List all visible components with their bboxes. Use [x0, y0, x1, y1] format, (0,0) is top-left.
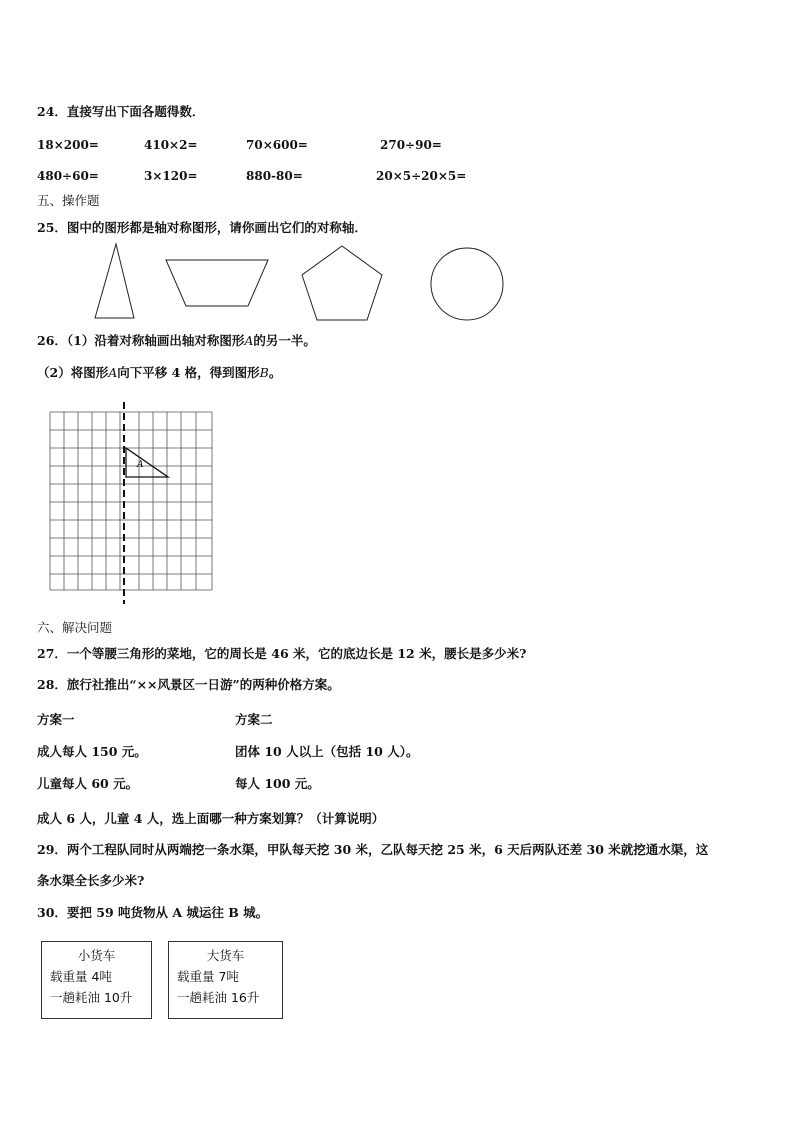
calc-item: 880-80=: [246, 169, 303, 183]
plan2-price: 每人 100 元。: [235, 776, 320, 791]
trapezoid-shape: [166, 260, 268, 306]
big-truck-load: 载重量 7吨: [177, 969, 239, 984]
calc-item: 270÷90=: [380, 138, 442, 152]
q29-line2: 条水渠全长多少米?: [37, 873, 145, 888]
q24-title: 24．直接写出下面各题得数．: [37, 104, 205, 119]
q28-question: 成人 6 人，儿童 4 人，选上面哪一种方案划算？（计算说明）: [37, 811, 385, 826]
big-truck-card: [168, 941, 283, 1019]
shape-a: [126, 448, 168, 477]
calc-item: 70×600=: [246, 138, 308, 152]
plan1-adult: 成人每人 150 元。: [37, 744, 147, 759]
big-truck-name: 大货车: [206, 948, 245, 963]
q30-title: 30．要把 59 吨货物从 A 城运往 B 城。: [37, 905, 269, 920]
circle-shape: [431, 248, 503, 320]
calc-item: 18×200=: [37, 138, 99, 152]
small-truck-name: 小货车: [77, 948, 116, 963]
q26-grid: [40, 398, 220, 608]
section-heading-6: 六、解决问题: [37, 620, 113, 635]
q26-part2-mid: 向下平移 4 格，得到图形: [117, 365, 260, 380]
q27-text: 27．一个等腰三角形的菜地，它的周长是 46 米，它的底边长是 12 米，腰长是多少米?: [37, 646, 527, 661]
q26-part2-text: （2）将图形: [37, 365, 109, 380]
q29-line1: 29．两个工程队同时从两端挖一条水渠，甲队每天挖 30 米，乙队每天挖 25 米，6 天后两队还差 30 米就挖通水渠，这: [37, 842, 709, 857]
q26-part2: [37, 365, 281, 381]
q26-part2-end: 。: [268, 365, 282, 380]
calc-item: 480÷60=: [37, 169, 99, 183]
section-heading-5: 五、操作题: [37, 193, 100, 208]
calc-item: 410×2=: [144, 138, 198, 152]
var-b: B: [259, 365, 269, 380]
plan2-title: 方案二: [235, 712, 273, 727]
q25-shapes: [80, 238, 520, 328]
var-a: A: [108, 365, 118, 380]
plan2-group: 团体 10 人以上（包括 10 人）。: [235, 744, 419, 759]
triangle-shape: [95, 244, 134, 318]
small-truck-fuel: 一趟耗油 10升: [50, 990, 133, 1005]
big-truck-fuel: 一趟耗油 16升: [177, 990, 260, 1005]
q26-part1: [37, 333, 316, 349]
calc-item: 3×120=: [144, 169, 198, 183]
q28-title: 28．旅行社推出“××风景区一日游”的两种价格方案。: [37, 677, 340, 692]
shape-a-label: A: [137, 460, 144, 470]
pentagon-shape: [302, 246, 382, 320]
grid-lines: [50, 412, 212, 590]
var-a: A: [244, 333, 254, 348]
small-truck-card: [41, 941, 152, 1019]
plan1-title: 方案一: [37, 712, 75, 727]
small-truck-load: 载重量 4吨: [50, 969, 112, 984]
q26-part1-text: 26．（1）沿着对称轴画出轴对称图形: [37, 333, 245, 348]
q25-title: 25．图中的图形都是轴对称图形，请你画出它们的对称轴．: [37, 220, 367, 235]
q26-part1-end: 的另一半。: [253, 333, 316, 348]
calc-item: 20×5÷20×5=: [376, 169, 467, 183]
plan1-child: 儿童每人 60 元。: [37, 776, 139, 791]
